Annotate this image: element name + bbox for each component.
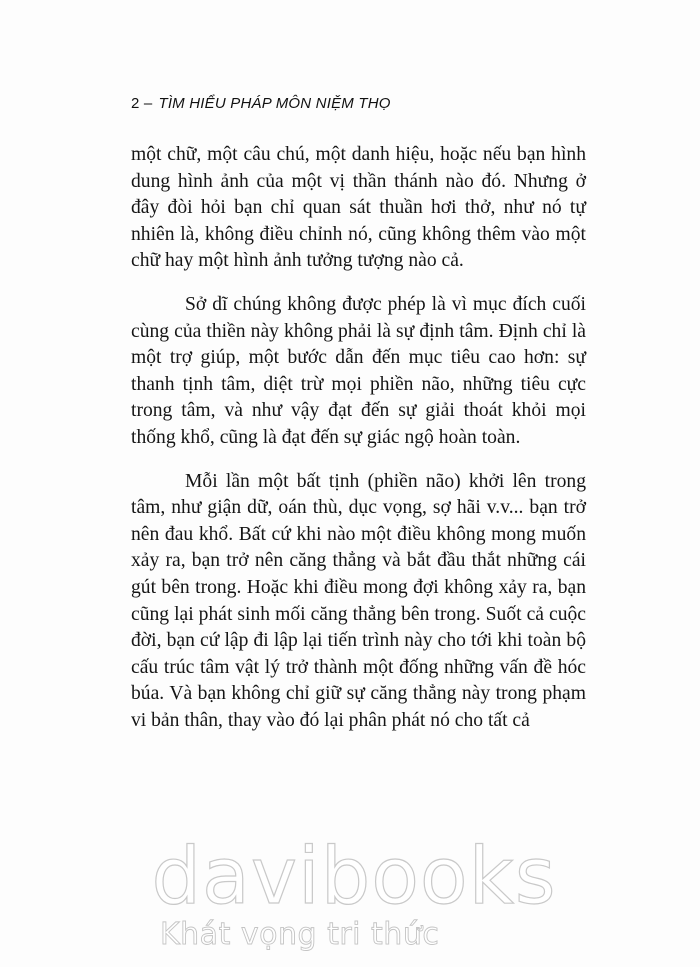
page-number: 2 –	[131, 95, 153, 112]
paragraph-continued: một chữ, một câu chú, một danh hiệu, hoặc nếu bạn hình dung hình ảnh của một vị thần thánh nào đó. Nhưng ở đây đòi hỏi bạn chỉ quan sát thuần hơi thở, như nó tự nhiên là, không điều chỉnh nó, cũng không thêm vào một chữ hay một hình ảnh tưởng tượng nào cả.	[131, 144, 586, 272]
running-title: TÌM HIỂU PHÁP MÔN NIỆM THỌ	[158, 95, 391, 112]
body-text	[131, 142, 586, 734]
paragraph: Sở dĩ chúng không được phép là vì mục đích cuối cùng của thiền này không phải là sự định tâm. Định chỉ là một trợ giúp, một bước dẫn đến mục tiêu cao hơn: sự thanh tịnh tâm, diệt trừ mọi phiền não, những tiêu cực trong tâm, và như vậy đạt đến sự giải thoát khỏi mọi thống khổ, cũng là đạt đến sự giác ngộ hoàn toàn.	[131, 293, 586, 448]
watermark-slogan: Khát vọng tri thức	[160, 917, 440, 952]
running-header	[131, 95, 391, 112]
watermark-brand: davibooks	[151, 832, 557, 922]
paragraph: Mỗi lần một bất tịnh (phiền não) khởi lên trong tâm, như giận dữ, oán thù, dục vọng, sợ hãi v.v... bạn trở nên đau khổ. Bất cứ khi nào một điều không mong muốn xảy ra, bạn trở nên căng thẳng và bắt đầu thắt những cái gút bên trong. Hoặc khi điều mong đợi không xảy ra, bạn cũng lại phát sinh mối căng thẳng bên trong. Suốt cả cuộc đời, bạn cứ lập đi lập lại tiến trình này cho tới khi toàn bộ cấu trúc tâm vật lý trở thành một đống những vấn đề hóc búa. Và bạn không chỉ giữ sự căng thẳng này trong phạm vi bản thân, thay vào đó lại phân phát nó cho tất cả	[131, 470, 586, 731]
